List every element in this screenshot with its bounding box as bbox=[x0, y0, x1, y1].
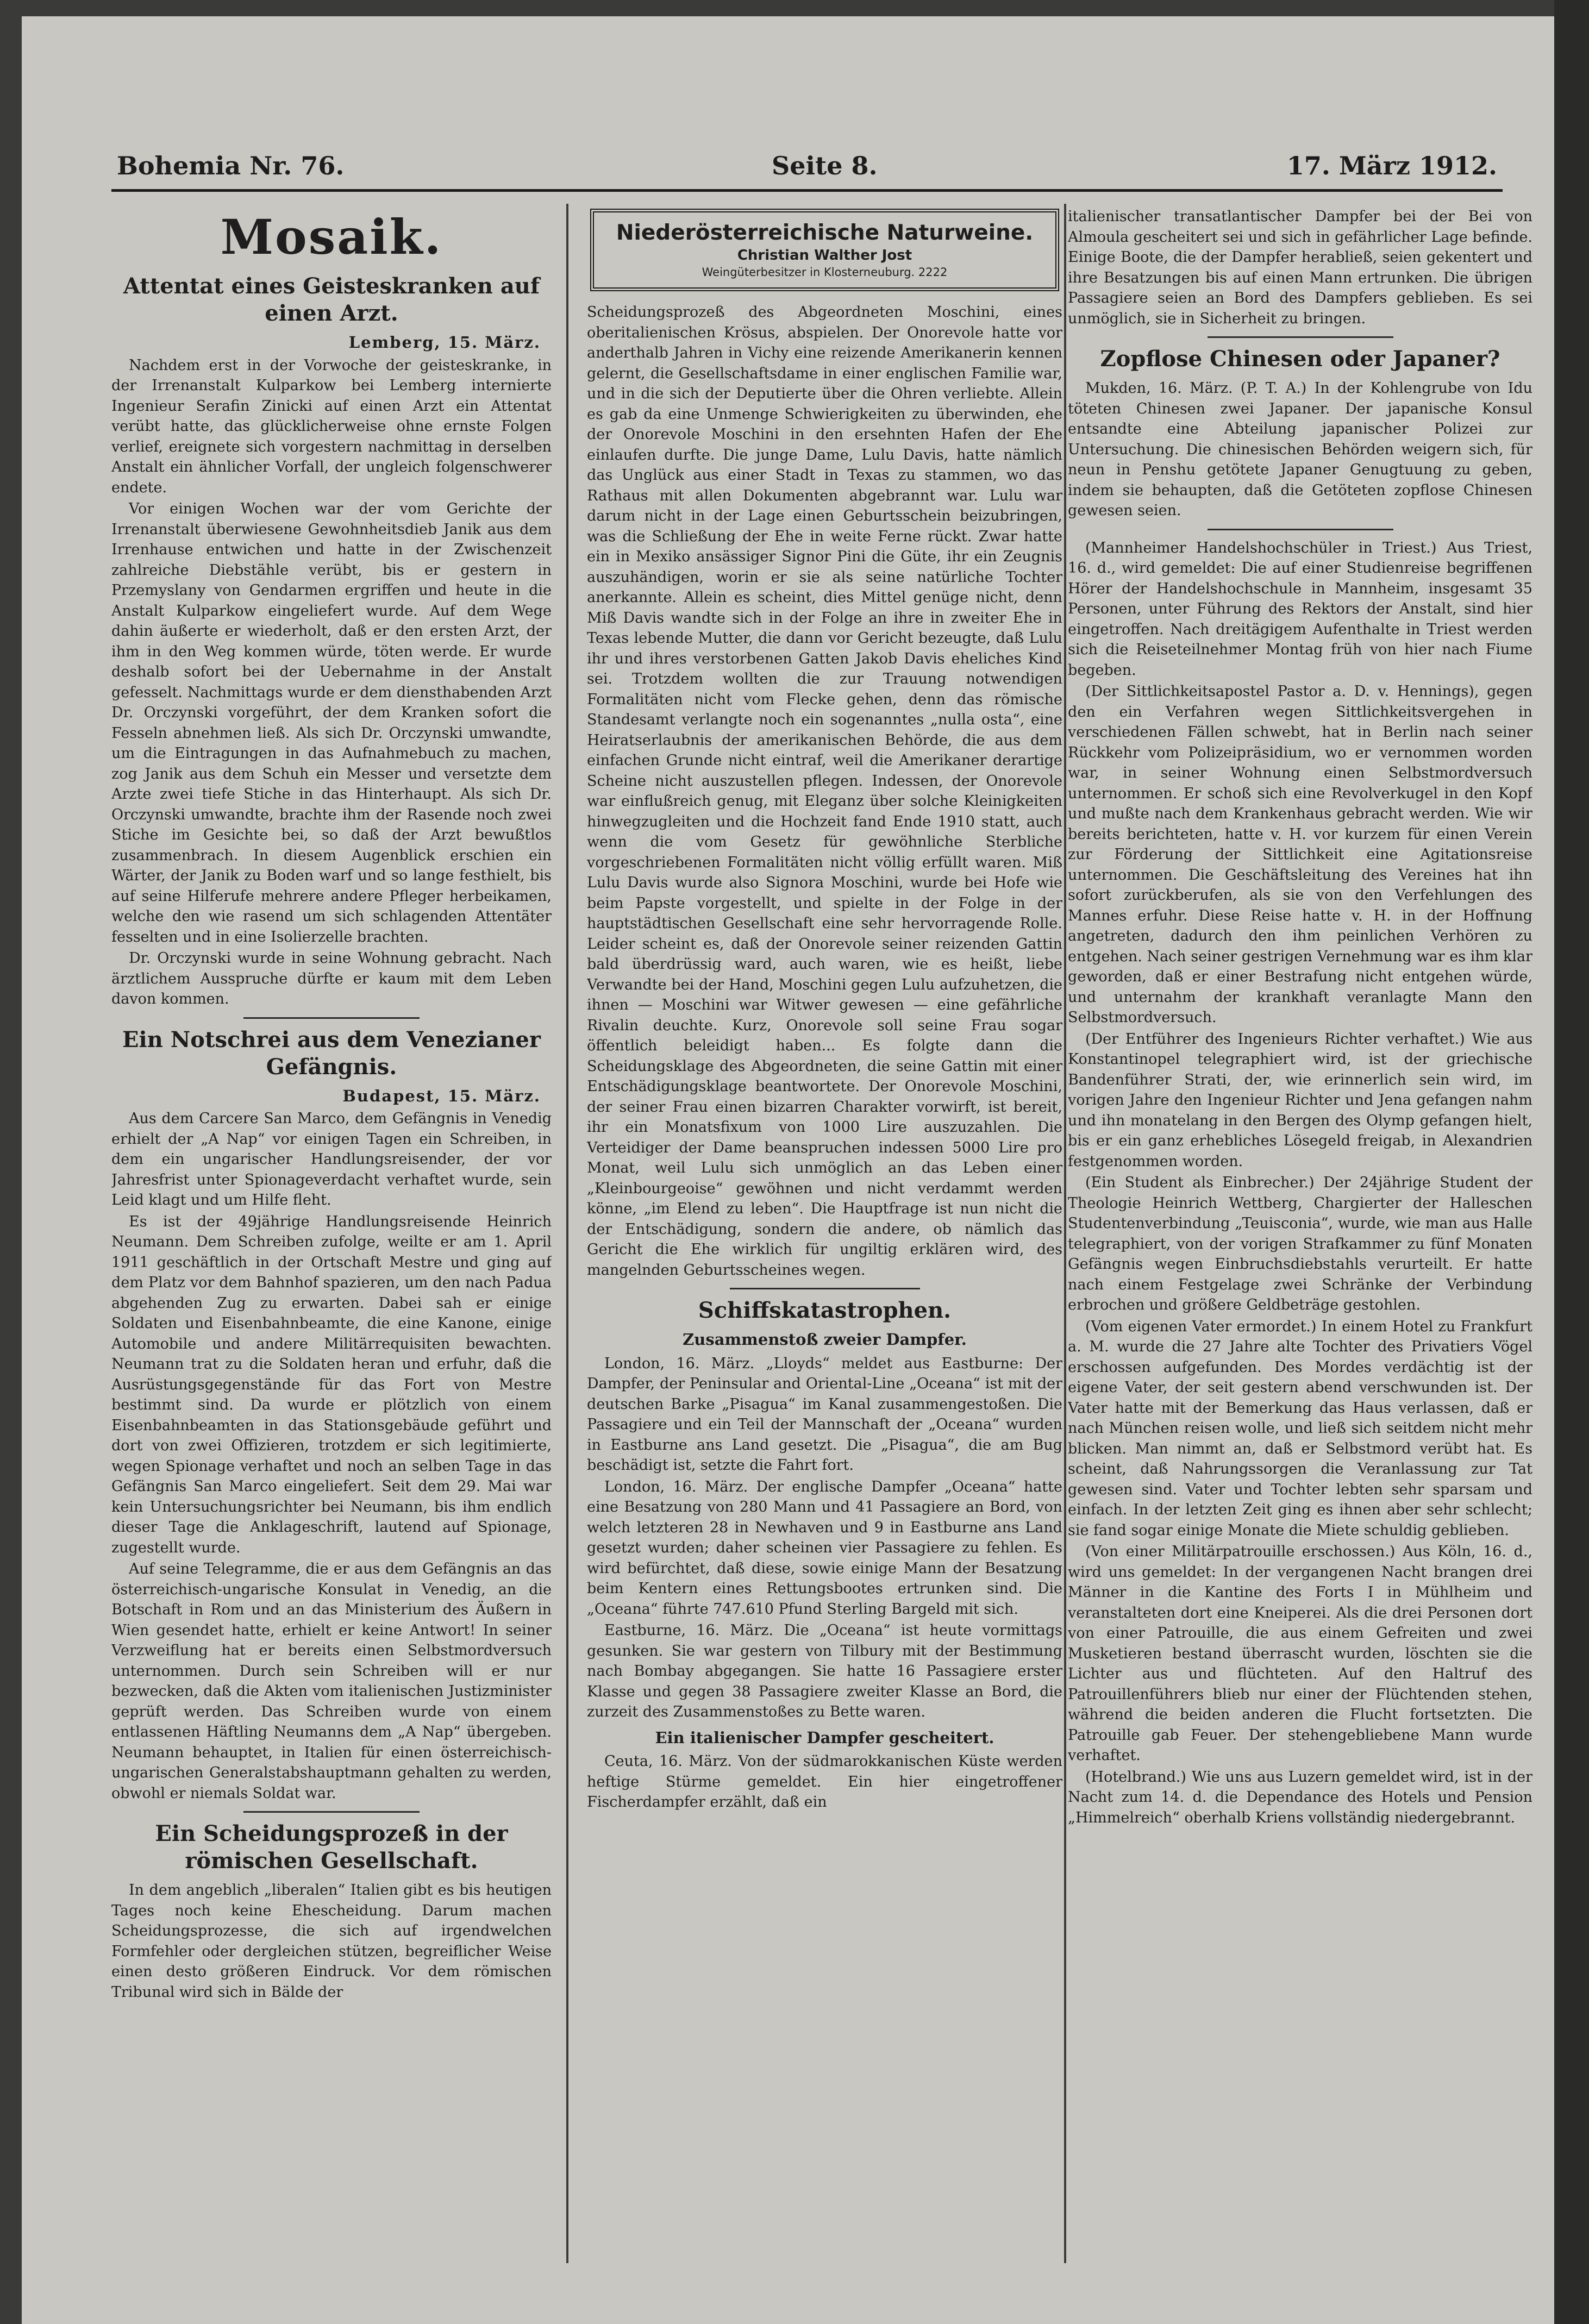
header-date: 17. März 1912. bbox=[1286, 151, 1497, 180]
article-title: Attentat eines Geisteskranken auf einen Arzt. bbox=[123, 273, 540, 326]
ad-name: Christian Walther Jost bbox=[737, 247, 912, 264]
article-separator bbox=[1208, 529, 1393, 530]
article-title: Schiffskatastrophen. bbox=[698, 1298, 952, 1323]
column-1 bbox=[111, 206, 552, 2260]
article-dateline: Lemberg, 15. März. bbox=[348, 333, 541, 352]
article-separator bbox=[243, 1017, 420, 1019]
header-publication: Bohemia Nr. 76. bbox=[117, 151, 345, 180]
article-paragraph: Nachdem erst in der Vorwoche der geisteskranke, in der Irrenanstalt Kulparkow bei Lemberg internierte Ingenieur Serafin Zinicki auf einen Arzt ein Attentat verübt hatte, das glücklicherweise ohne ernste Folgen verlief, ereignete sich vorgestern nachmittag in derselben Anstalt ein ähnlicher Vorfall, der ungleich folgenschwerer endete. bbox=[111, 356, 552, 496]
article-subtitle: Zusammenstoß zweier Dampfer. bbox=[683, 1330, 967, 1349]
article-paragraph: London, 16. März. Der englische Dampfer „Oceana“ hatte eine Besatzung von 280 Mann und 41 Passagiere an Bord, von welch letzteren 28 in Newhaven und 9 in Eastburne ans Land gesetzt wurden; daher scheinen vier Passagiere zu fehlen. Es wird befürchtet, daß diese, sowie einige Mann der Besatzung beim Kentern eines Rettungsbootes ertrunken sind. Die „Oceana“ führte 747.610 Pfund Sterling Bargeld mit sich. bbox=[587, 1478, 1062, 1618]
binding-edge bbox=[1554, 0, 1589, 2324]
news-item: (Hotelbrand.) Wie uns aus Luzern gemeldet wird, ist in der Nacht zum 14. d. die Dependance des Hotels und Pension „Himmelreich“ oberhalb Kriens vollständig niedergebrannt. bbox=[1068, 1768, 1532, 1826]
article-paragraph: Mukden, 16. März. (P. T. A.) In der Kohlengrube von Idu töteten Chinesen zwei Japaner. Der japanische Konsul entsandte eine Abteilung japanischer Polizei zur Untersuchung. Die chinesischen Behörden weigern sich, für neun in Penshu getötete Japaner Genugtuung zu geben, indem sie behaupten, daß die Getöteten zopflose Chinesen gewesen seien. bbox=[1068, 380, 1532, 519]
news-item: (Der Sittlichkeitsapostel Pastor a. D. v. Hennings), gegen den ein Verfahren wegen Sittlichkeitsvergehen in verschiedenen Fällen schwebt, hat in Berlin nach seiner Rückkehr vom Polizeipräsidium, wo er vernommen worden war, in seiner Wohnung einen Selbstmordversuch unternommen. Er schoß sich eine Revolverkugel in den Kopf und mußte nach dem Krankenhaus gebracht werden. Wie wir bereits berichteten, hatte v. H. vor kurzem für einen Verein zur Förderung der Sittlichkeit eine Agitationsreise unternommen. Die Geschäftsleitung des Vereines hat ihn sofort zurückberufen, als sie von den Verfehlungen des Mannes erfuhr. Diese Reise hatte v. H. in der Hoffnung angetreten, dadurch den ihm peinlichen Verhören zu entgehen. Nach seiner gestrigen Vernehmung war es ihm klar geworden, daß er einer Bestrafung nicht entgehen würde, und unternahm der krankhaft veranlagte Mann den Selbstmordversuch. bbox=[1068, 683, 1532, 1026]
header-page-number: Seite 8. bbox=[772, 151, 878, 180]
article-paragraph: italienischer transatlantischer Dampfer bei der Bei von Almoula gescheitert sei und sich in gefährlicher Lage befinde. Einige Boote, die der Dampfer herabließ, seien gekentert und ihre Besatzungen bis auf einen Mann ertrunken. Die übrigen Passagiere seien an Bord des Dampfers geblieben. Es sei unmöglich, sie in Sicherheit zu bringen. bbox=[1068, 208, 1532, 327]
column-rule bbox=[1064, 204, 1066, 2263]
article-subtitle: Ein italienischer Dampfer gescheitert. bbox=[655, 1728, 994, 1747]
ad-code: 2222 bbox=[918, 266, 948, 279]
news-item: (Vom eigenen Vater ermordet.) In einem Hotel zu Frankfurt a. M. wurde die 27 Jahre alte Tochter des Privatiers Vögel erschossen aufgefunden. Des Mordes verdächtig ist der eigene Vater, der seit gestern abend verschwunden ist. Der Vater hatte mit der Bemerkung das Haus verlassen, daß er nach München reisen wolle, und ließ sich seitdem nicht mehr blicken. Man nimmt an, daß er Selbstmord verübt hat. Es scheint, daß Nahrungssorgen die Veranlassung zur Tat gewesen sind. Vater und Tochter lebten sehr sparsam und einfach. In der letzten Zeit ging es ihnen aber sehr schlecht; sie fand sogar einige Monate die Miete schuldig geblieben. bbox=[1068, 1318, 1532, 1539]
advertisement-box bbox=[590, 209, 1059, 291]
column-3 bbox=[1068, 206, 1532, 2260]
article-paragraph: Scheidungsprozeß des Abgeordneten Moschini, eines oberitalienischen Krösus, abspielen. Der Onorevole hatte vor anderthalb Jahren in Vichy eine reizende Amerikanerin kennen gelernt, die Gesellschaftsdame in einer englischen Familie war, und in die sich der Deputierte über die Ohren verliebte. Allein es gab da eine Unmenge Schwierigkeiten zu überwinden, ehe der Onorevole Moschini in den ersehnten Hafen der Ehe einlaufen durfte. Die junge Dame, Lulu Davis, hatte nämlich das Unglück aus einer Stadt in Texas zu stammen, wo das Rathaus mit allen Dokumenten abgebrannt war. Lulu war darum nicht in der Lage einen Geburtsschein beizubringen, was die Schließung der Ehe in weite Ferne rückt. Zwar hatte ein in Mexiko ansässiger Signor Pini die Güte, ihr ein Zeugnis auszuhändigen, worin er sie als seine natürliche Tochter anerkannte. Allein es scheint, dies Mittel genüge nicht, denn Miß Davis wandte sich in der Folge an ihre in zweiter Ehe in Texas lebende Mutter, die dann vor Gericht bezeugte, daß Lulu ihr und ihres verstorbenen Gatten Jakob Davis eheliches Kind sei. Trotzdem wollten die zur Trauung notwendigen Formalitäten nicht vom Flecke gehen, denn das römische Standesamt verlangte noch ein sogenanntes „nulla osta“, eine Heiratserlaubnis der amerikanischen Behörde, die aus dem einfachen Grunde nicht eintraf, weil die Amerikaner derartige Scheine nicht auszustellen pflegen. Indessen, der Onorevole war einflußreich genug, mit Eleganz über solche Kleinigkeiten hinwegzugleiten und die Hochzeit fand Ende 1910 statt, auch wenn die vom Gesetz für gewöhnliche Sterbliche vorgeschriebenen Formalitäten nicht völlig erfüllt waren. Miß Lulu Davis wurde also Signora Moschini, wurde bei Hofe wie beim Papste vorgestellt, und spielte in der Folge in der hauptstädtischen Gesellschaft eine sehr hervorragende Rolle. Leider scheint es, daß der Onorevole seiner reizenden Gattin bald überdrüssig ward, auch waren, wie es heißt, liebe Verwandte bei der Hand, Moschini gegen Lulu aufzuhetzen, die ihnen — Moschini war Witwer gewesen — eine gefährliche Rivalin deuchte. Kurz, Onorevole soll seine Frau sogar öffentlich beleidigt haben... Es folgte dann die Scheidungsklage des Abgeordneten, die seine Gattin mit einer Entschädigungsklage beantwortete. Der Onorevole Moschini, der seiner Frau einen bizarren Charakter vorwirft, ist bereit, ihr ein Monatsfixum von 1000 Lire auszuzahlen. Die Verteidiger der Dame beanspruchen indessen 5000 Lire pro Monat, weil Lulu sich unmöglich an das Leben einer „Kleinbourgeoise“ gewöhnen und nicht verdammt werden könne, „im Elend zu leben“. Die Hauptfrage ist nun nicht die der Entschädigung, sondern die andere, ob nämlich das Gericht die Ehe wirklich für ungiltig erklären wird, des mangelnden Geburtsscheines wegen. bbox=[587, 304, 1062, 1279]
article-paragraph: Auf seine Telegramme, die er aus dem Gefängnis an das österreichisch-ungarische Konsulat in Venedig, an die Botschaft in Rom und an das Ministerium des Äußern in Wien gesendet hatte, erhielt er keine Antwort! In seiner Verzweiflung hat er bereits einen Selbstmordversuch unternommen. Durch sein Schreiben will er nur bezwecken, daß die Akten vom italienischen Justizminister geprüft werden. Das Schreiben wurde von einem entlassenen Häftling Neumanns dem „A Nap“ übergeben. Neumann behauptet, in Italien für einen österreichisch-ungarischen Generalstabshauptmann gehalten zu werden, obwohl er niemals Soldat war. bbox=[111, 1561, 552, 1802]
news-item: (Der Entführer des Ingenieurs Richter verhaftet.) Wie aus Konstantinopel telegraphiert wird, ist der griechische Bandenführer Strati, der, wie erinnerlich sein wird, im vorigen Jahre den Ingenieur Richter und Jena gefangen nahm und ihn monatelang in den Bergen des Olymp gefangen hielt, bis er ein ganz erhebliches Lösegeld freigab, in Alexandrien festgenommen worden. bbox=[1068, 1030, 1532, 1170]
article-paragraph: Dr. Orczynski wurde in seine Wohnung gebracht. Nach ärztlichem Ausspruche dürfte er kaum mit dem Leben davon kommen. bbox=[111, 950, 552, 1007]
article-title: Ein Notschrei aus dem Venezianer Gefängnis. bbox=[122, 1026, 541, 1080]
article-paragraph: Eastburne, 16. März. Die „Oceana“ ist heute vormittags gesunken. Sie war gestern von Tilbury mit der Bestimmung nach Bombay abgegangen. Sie hatte 16 Passagiere erster Klasse und gegen 38 Passagiere zweiter Klasse an Bord, die zurzeit des Zusammenstoßes zu Bette waren. bbox=[587, 1622, 1062, 1720]
column-rule bbox=[566, 204, 568, 2263]
article-paragraph: In dem angeblich „liberalen“ Italien gibt es bis heutigen Tages noch keine Ehescheidung. Darum machen Scheidungsprozesse, die sich auf irgendwelchen Formfehler oder dergleichen stützen, begreiflicher Weise einen desto größeren Eindruck. Vor dem römischen Tribunal wird sich in Bälde der bbox=[111, 1882, 552, 2001]
article-paragraph: London, 16. März. „Lloyds“ meldet aus Eastburne: Der Dampfer, der Peninsular and Oriental-Line „Oceana“ ist mit der deutschen Barke „Pisagua“ im Kanal zusammengestoßen. Die Passagiere und ein Teil der Mannschaft der „Oceana“ wurden in Eastburne ans Land gesetzt. Die „Pisagua“, die am Bug beschädigt ist, setzte die Fahrt fort. bbox=[587, 1355, 1062, 1474]
ad-subtitle bbox=[600, 265, 1049, 280]
page-header bbox=[111, 146, 1503, 192]
article-separator bbox=[730, 1288, 920, 1289]
article-separator bbox=[243, 1811, 420, 1813]
article-separator bbox=[1208, 336, 1393, 338]
news-item: (Ein Student als Einbrecher.) Der 24jährige Student der Theologie Heinrich Wettberg, Chargierter der Halleschen Studentenverbindung „Teuisconia“, wurde, wie man aus Halle telegraphiert, von der vorigen Strafkammer zu fünf Monaten Gefängnis wegen Einbruchsdiebstahls verurteilt. Er hatte nach einem Festgelage zwei Schränke der Verbindung erbrochen und größere Geldbeträge gestohlen. bbox=[1068, 1174, 1532, 1313]
news-item: (Von einer Militärpatrouille erschossen.) Aus Köln, 16. d., wird uns gemeldet: In der vergangenen Nacht brangen drei Männer in die Kantine des Forts I in Mühlheim und veranstalteten dort eine Kneiperei. Als die drei Personen dort von einer Patrouille, die aus einem Gefreiten und zwei Musketieren bestand überrascht wurden, löschten sie die Lichter aus und flüchteten. Auf den Haltruf des Patrouillenführers blieb nur einer der Flüchtenden stehen, während die beiden anderen die Flucht fortsetzten. Die Patrouille gab Feuer. Der stehengebliebene Mann wurde verhaftet. bbox=[1068, 1543, 1532, 1764]
article-paragraph: Ceuta, 16. März. Von der südmarokkanischen Küste werden heftige Stürme gemeldet. Ein hier eingetroffener Fischerdampfer erzählt, daß ein bbox=[587, 1753, 1062, 1811]
article-paragraph: Vor einigen Wochen war der vom Gerichte der Irrenanstalt überwiesene Gewohnheitsdieb Janik aus dem Irrenhause entwichen und hatte in der Zwischenzeit zahlreiche Diebstähle verübt, bis er gestern in Przemyslany von Gendarmen ergriffen und heute in die Anstalt Kulparkow eingeliefert wurde. Auf dem Wege dahin äußerte er wiederholt, daß er den ersten Arzt, der ihm in den Weg kommen würde, töten werde. Er wurde deshalb sofort bei der Uebernahme in der Anstalt gefesselt. Nachmittags wurde er dem diensthabenden Arzt Dr. Orczynski vorgeführt, der dem Kranken sofort die Fesseln abnehmen ließ. Als sich Dr. Orczynski umwandte, um die Eintragungen in das Aufnahmebuch zu machen, zog Janik aus dem Schuh ein Messer und versetzte dem Arzte zwei tiefe Stiche in das Hinterhaupt. Als sich Dr. Orczynski umwandte, brachte ihm der Rasende noch zwei Stiche im Gesichte bei, so daß der Arzt bewußtlos zusammenbrach. In diesem Augenblick erschien ein Wärter, der Janik zu Boden warf und so lange festhielt, bis auf seine Hilferufe mehrere andere Pfleger herbeikamen, welche den wie rasend um sich schlagenden Attentäter fesselten und in eine Isolierzelle brachten. bbox=[111, 500, 552, 945]
column-2 bbox=[587, 206, 1062, 2260]
ad-title: Niederösterreichische Naturweine. bbox=[616, 221, 1034, 245]
article-paragraph: Aus dem Carcere San Marco, dem Gefängnis in Venedig erhielt der „A Nap“ vor einigen Tagen ein Schreiben, in dem ein ungarischer Handlungsreisender, der vor Jahresfrist unter Spionageverdacht verhaftet wurde, sein Leid klagt und um Hilfe fleht. bbox=[111, 1110, 552, 1208]
article-paragraph: Es ist der 49jährige Handlungsreisende Heinrich Neumann. Dem Schreiben zufolge, weilte er am 1. April 1911 geschäftlich in der Ortschaft Mestre und ging auf dem Platz vor dem Bahnhof spazieren, um den nach Padua abgehenden Zug zu erwarten. Dabei sah er einige Soldaten und Eisenbahnbeamte, die eine Kanone, einige Automobile und andere Militärrequisiten bewachten. Neumann trat zu die Soldaten heran und erfuhr, daß die Ausrüstungsgegenstände für das Fort von Mestre bestimmt sind. Da wurde er plötzlich von einem Eisenbahnbeamten in das Stationsgebäude geführt und dort von zwei Offizieren, trotzdem er sich legitimierte, wegen Spionage verhaftet und noch an selben Tage in das Gefängnis San Marco eingeliefert. Seit dem 29. Mai war kein Untersuchungsrichter bei Neumann, bis ihm endlich dieser Tage die Anklageschrift, lautend auf Spionage, zugestellt wurde. bbox=[111, 1213, 552, 1556]
ad-subtitle-text: Weingüterbesitzer in Klosterneuburg. bbox=[702, 266, 915, 279]
article-title: Zopflose Chinesen oder Japaner? bbox=[1100, 346, 1500, 372]
article-title: Ein Scheidungsprozeß in der römischen Gesellschaft. bbox=[155, 1821, 508, 1874]
article-dateline: Budapest, 15. März. bbox=[342, 1086, 541, 1105]
section-title: Mosaik. bbox=[220, 209, 443, 265]
news-item: (Mannheimer Handelshochschüler in Triest.) Aus Triest, 16. d., wird gemeldet: Die auf einer Studienreise begriffenen Hörer der Handelshochschule in Mannheim, insgesamt 35 Personen, unter Führung des Rektors der Anstalt, sind hier eingetroffen. Nach dreitägigem Aufenthalte in Triest werden sich die Reiseteilnehmer Montag früh von hier nach Fiume begeben. bbox=[1068, 539, 1532, 679]
